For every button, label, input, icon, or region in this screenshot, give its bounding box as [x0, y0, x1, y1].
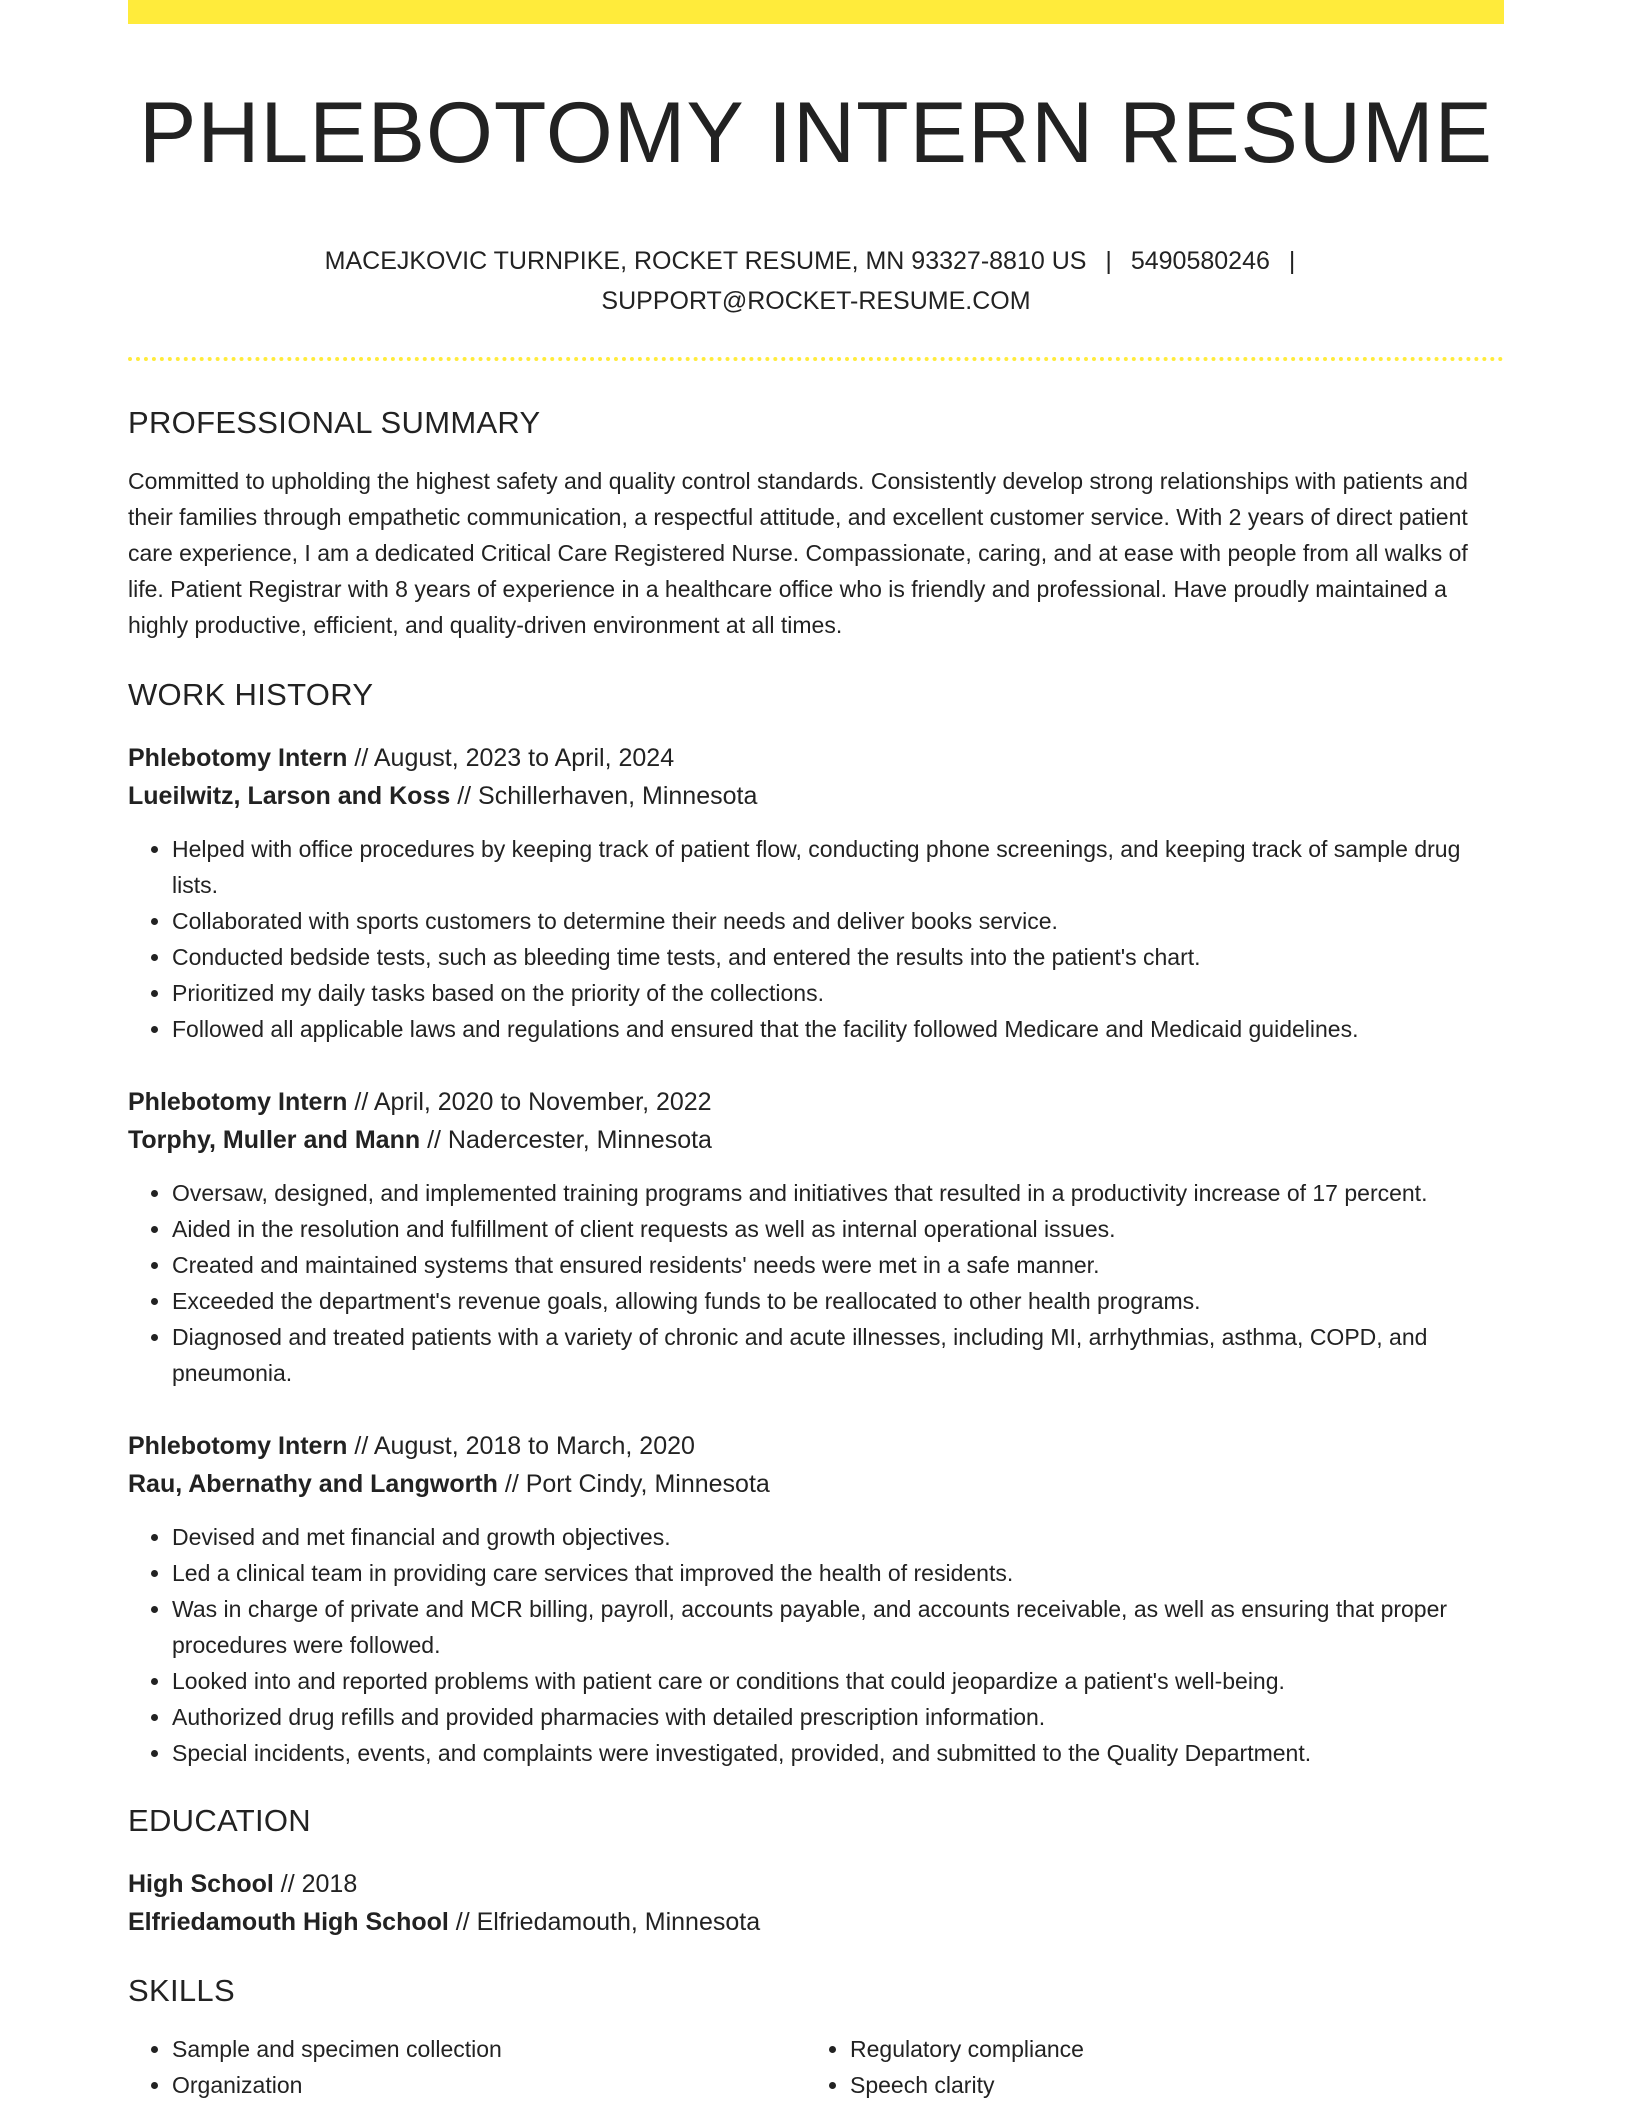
- education-entry: [128, 1865, 1504, 1941]
- contact-email: SUPPORT@ROCKET-RESUME.COM: [601, 287, 1031, 316]
- job-company: Torphy, Muller and Mann: [128, 1126, 421, 1155]
- job-bullets: [128, 1175, 1504, 1391]
- job-title-line: [128, 1083, 1504, 1121]
- job-bullets: [128, 1519, 1504, 1771]
- job-entry: [128, 1083, 1504, 1391]
- education-section: [128, 1803, 1504, 1941]
- job-bullet: • Devised and met financial and growth objectives.: [172, 1519, 1504, 1555]
- job-title: Phlebotomy Intern: [128, 1088, 348, 1117]
- contact-separator: |: [1288, 247, 1296, 276]
- contact-info: [266, 241, 1366, 321]
- education-heading: EDUCATION: [128, 1803, 311, 1839]
- skills-right-column: [806, 2031, 1484, 2103]
- summary-heading: PROFESSIONAL SUMMARY: [128, 405, 541, 441]
- job-company: Lueilwitz, Larson and Koss: [128, 782, 451, 811]
- job-title: Phlebotomy Intern: [128, 1432, 348, 1461]
- work-history-heading: WORK HISTORY: [128, 677, 374, 713]
- job-title-line: [128, 1427, 1504, 1465]
- job-company-line: [128, 1121, 1504, 1159]
- skills-heading: SKILLS: [128, 1973, 235, 2009]
- job-location: // Port Cindy, Minnesota: [497, 1470, 770, 1499]
- skill-item: • Speech clarity: [850, 2067, 1484, 2103]
- job-bullet: • Led a clinical team in providing care services that improved the health of residents.: [172, 1555, 1504, 1591]
- job-company: Rau, Abernathy and Langworth: [128, 1470, 498, 1499]
- job-dates: // August, 2018 to March, 2020: [347, 1432, 695, 1461]
- skills-grid: [128, 2031, 1504, 2103]
- job-entry: [128, 739, 1504, 1047]
- contact-phone: 5490580246: [1130, 247, 1270, 276]
- job-bullet: • Diagnosed and treated patients with a variety of chronic and acute illnesses, including MI, arrhythmias, asthma, COPD, and pneumonia.: [172, 1319, 1504, 1391]
- job-entry: [128, 1427, 1504, 1771]
- job-bullet: • Aided in the resolution and fulfillment of client requests as well as internal operational issues.: [172, 1211, 1504, 1247]
- accent-bar: [128, 0, 1504, 24]
- job-bullet: • Prioritized my daily tasks based on the priority of the collections.: [172, 975, 1504, 1011]
- summary-text: Committed to upholding the highest safety and quality control standards. Consistently develop strong relationships with patients and their families through empathetic communication, a respectful attitude, and excellent customer service. With 2 years of direct patient care experience, I am a dedicated Critical Care Registered Nurse. Compassionate, caring, and at ease with people from all walks of life. Patient Registrar with 8 years of experience in a healthcare office who is friendly and professional. Have proudly maintained a highly productive, efficient, and quality-driven environment at all times.: [128, 468, 1468, 639]
- job-location: // Nadercester, Minnesota: [420, 1126, 712, 1155]
- job-bullet: • Looked into and reported problems with patient care or conditions that could jeopardize a patient's well-being.: [172, 1663, 1504, 1699]
- job-company-line: [128, 1465, 1504, 1503]
- job-title: Phlebotomy Intern: [128, 744, 348, 773]
- skill-item: • Organization: [172, 2067, 806, 2103]
- education-school: Elfriedamouth High School: [128, 1908, 449, 1937]
- job-bullet: • Authorized drug refills and provided pharmacies with detailed prescription information.: [172, 1699, 1504, 1735]
- education-degree: High School: [128, 1870, 274, 1899]
- job-bullet: • Special incidents, events, and complaints were investigated, provided, and submitted to the Quality Department.: [172, 1735, 1504, 1771]
- education-location: // Elfriedamouth, Minnesota: [448, 1908, 761, 1937]
- skills-section: [128, 1973, 1504, 2103]
- education-year: // 2018: [273, 1870, 358, 1899]
- work-history-section: [128, 677, 1504, 1771]
- summary-section: [128, 405, 1504, 643]
- job-bullet: • Oversaw, designed, and implemented training programs and initiatives that resulted in a productivity increase of 17 percent.: [172, 1175, 1504, 1211]
- education-school-line: [128, 1903, 1504, 1941]
- skill-item: • Regulatory compliance: [850, 2031, 1484, 2067]
- dotted-divider: [128, 357, 1504, 361]
- job-bullet: • Was in charge of private and MCR billing, payroll, accounts payable, and accounts receivable, as well as ensuring that proper procedures were followed.: [172, 1591, 1504, 1663]
- job-location: // Schillerhaven, Minnesota: [450, 782, 758, 811]
- job-bullets: [128, 831, 1504, 1047]
- job-bullet: • Conducted bedside tests, such as bleeding time tests, and entered the results into the patient's chart.: [172, 939, 1504, 975]
- education-degree-line: [128, 1865, 1504, 1903]
- contact-separator: |: [1105, 247, 1112, 276]
- resume-title: PHLEBOTOMY INTERN RESUME: [138, 85, 1494, 181]
- job-bullet: • Followed all applicable laws and regulations and ensured that the facility followed Medicare and Medicaid guidelines.: [172, 1011, 1504, 1047]
- skills-left-column: [128, 2031, 806, 2103]
- resume-page: [128, 0, 1504, 2103]
- job-dates: // August, 2023 to April, 2024: [347, 744, 675, 773]
- job-bullet: • Helped with office procedures by keeping track of patient flow, conducting phone screenings, and keeping track of sample drug lists.: [172, 831, 1504, 903]
- job-dates: // April, 2020 to November, 2022: [347, 1088, 712, 1117]
- job-bullet: • Collaborated with sports customers to determine their needs and deliver books service.: [172, 903, 1504, 939]
- job-bullet: • Created and maintained systems that ensured residents' needs were met in a safe manner.: [172, 1247, 1504, 1283]
- skill-item: • Sample and specimen collection: [172, 2031, 806, 2067]
- job-company-line: [128, 777, 1504, 815]
- contact-address: MACEJKOVIC TURNPIKE, ROCKET RESUME, MN 93327-8810 US: [324, 247, 1087, 276]
- job-title-line: [128, 739, 1504, 777]
- job-bullet: • Exceeded the department's revenue goals, allowing funds to be reallocated to other health programs.: [172, 1283, 1504, 1319]
